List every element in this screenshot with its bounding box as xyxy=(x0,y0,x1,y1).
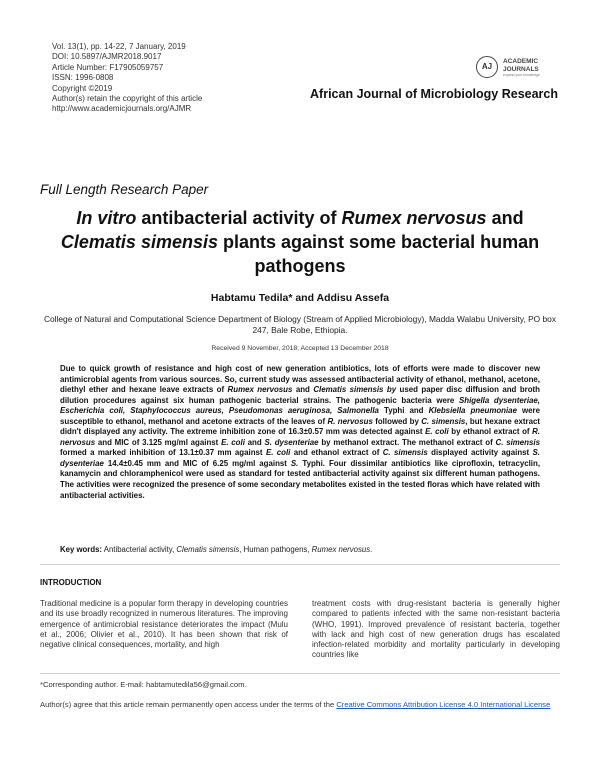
corresponding-author-note: *Corresponding author. E-mail: habtamutedila56@gmail.com. xyxy=(40,680,247,689)
paper-title: In vitro antibacterial activity of Rumex nervosus and Clematis simensis plants against some bacterial human pathogens xyxy=(60,208,540,276)
footnote-divider xyxy=(40,673,560,674)
introduction-column-2: treatment costs with drug-resistant bacteria is generally higher compared to patients infected with the same non-resistant bacteria (WHO, 1991). Improved prevalence of resistant bacteria, together with lack and high cost of new generation drugs has escalated infection-related morbidity and mortality particularly in developing countries like xyxy=(312,599,560,660)
meta-doi: DOI: 10.5897/AJMR2018.9017 xyxy=(52,52,162,62)
keywords-label: Key words: xyxy=(60,545,103,554)
keywords-divider xyxy=(40,564,560,565)
meta-copyright: Copyright ©2019 xyxy=(52,83,113,93)
keywords: Key words: Antibacterial activity, Clematis simensis, Human pathogens, Rumex nervosus. xyxy=(60,545,373,554)
article-metadata xyxy=(52,42,202,115)
logo-line-1: ACADEMIC xyxy=(503,58,539,65)
introduction-column-1: Traditional medicine is a popular form therapy in developing countries and its use broadly recognized in numerous literatures. The improving emergence of antimicrobial resistance deteriorates the impact (Mulu et al., 2006; Olivier et al., 2010). It has been shown that risk of negative clinical consequences, mortality, and high xyxy=(40,599,288,650)
logo-tagline: expand your knowledge xyxy=(503,73,540,77)
license-note: Author(s) agree that this article remain permanently open access under the terms of the Creative Commons Attribution License 4.0 International License xyxy=(40,700,551,709)
abstract: Due to quick growth of resistance and high cost of new generation antibiotics, lots of efforts were made to discover new antimicrobial agents from various sources. So, current study was assessed antibacterial activity of ethanol, methanol, acetone, diethyl ether and hexane leave extracts of Rumex nervosus and Clematis simensis by used paper disc diffusion and broth dilution procedures against six human pathogenic bacterial strains. The pathogenic bacteria were Shigella dysenteriae, Escherichia coli, Staphylococcus aureus, Pseudomonas aeruginosa, Salmonella Typhi and Klebsiella pneumoniae were susceptible to ethanol, methanol and acetone extracts of the leaves of R. nervosus followed by C. simensis, but hexane extract didn't displayed any activity. The extreme inhibition zone of 16.3±0.57 mm was detected against E. coli by ethanol extract of R. nervosus and MIC of 3.125 mg/ml against E. coli and S. dysenteriae by methanol extract. The methanol extract of C. simensis formed a marked inhibition of 13.1±0.37 mm against E. coli and ethanol extract of C. simensis displayed activity against S. dysenteriae 14.4±0.45 mm and MIC of 6.25 mg/ml against S. Typhi. Four dissimilar antibiotics like ciprofloxin, tetracyclin, kanamycin and chloramphenicol were used as standard for tested antibacterial activity against six different human pathogens. The activities were recognized the presence of some secondary metabolites existed in the tested floras which have related with antibacterial activities. xyxy=(60,364,541,500)
paper-type: Full Length Research Paper xyxy=(40,182,209,197)
meta-volume: Vol. 13(1), pp. 14-22, 7 January, 2019 xyxy=(52,42,186,51)
meta-journal-url[interactable]: http://www.academicjournals.org/AJMR xyxy=(52,104,192,114)
received-accepted-dates: Received 9 November, 2018; Accepted 13 December 2018 xyxy=(211,345,389,352)
meta-copyright-note: Author(s) retain the copyright of this article xyxy=(52,94,203,104)
journal-name: African Journal of Microbiology Research xyxy=(310,87,558,101)
aj-logo-icon: AJ xyxy=(476,56,498,78)
logo-wordmark xyxy=(503,58,539,73)
paper-authors: Habtamu Tedila* and Addisu Assefa xyxy=(210,292,390,304)
creative-commons-license-link[interactable]: Creative Commons Attribution License 4.0 International License xyxy=(336,700,551,709)
introduction-heading: INTRODUCTION xyxy=(40,578,102,587)
meta-issn: ISSN: 1996-0808 xyxy=(52,73,114,83)
author-affiliation: College of Natural and Computational Science Department of Biology (Stream of Applied Microbiology), Madda Walabu University, PO box 247, Bale Robe, Ethiopia. xyxy=(43,314,557,335)
logo-line-2: JOURNALS xyxy=(503,65,539,73)
meta-article-number: Article Number: F17905059757 xyxy=(52,62,164,72)
academic-journals-logo xyxy=(476,56,566,80)
